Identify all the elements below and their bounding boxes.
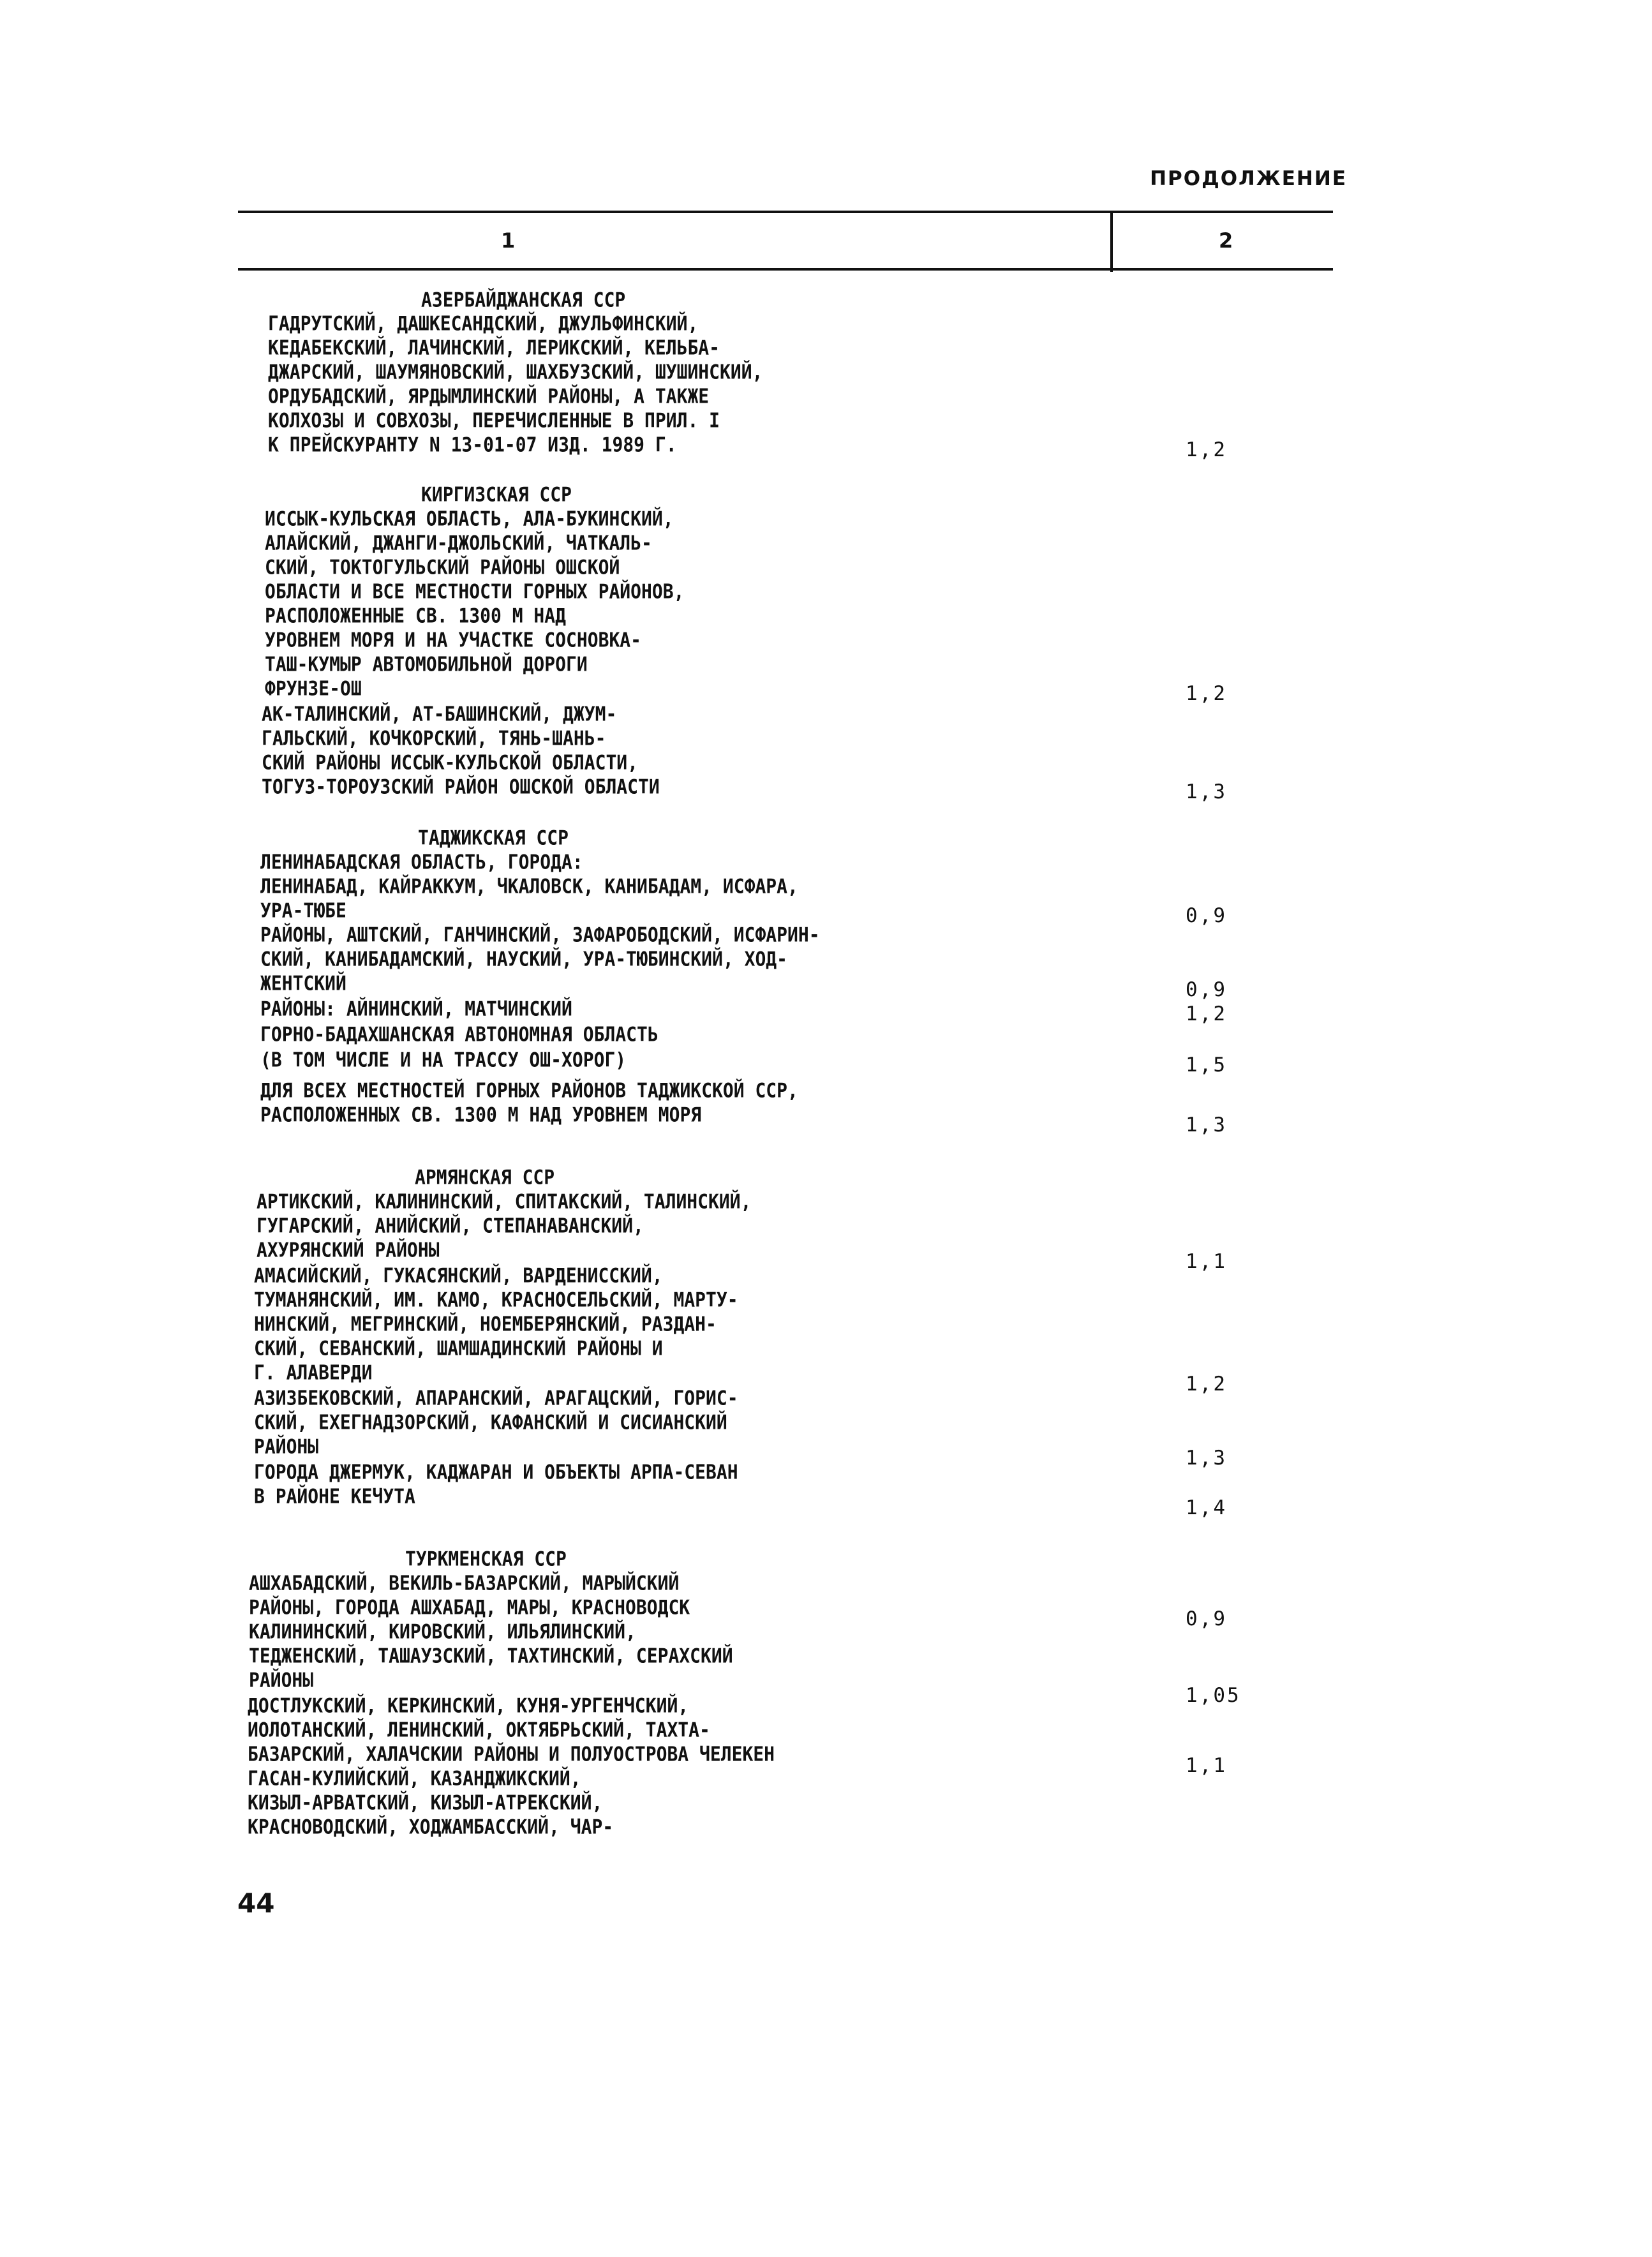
coefficient-value: 1,3 xyxy=(1186,780,1227,803)
body-line: ФРУНЗЕ-ОШ xyxy=(265,676,362,700)
body-line: КИЗЫЛ-АРВАТСКИЙ, КИЗЫЛ-АТРЕКСКИЙ, xyxy=(248,1791,603,1814)
coefficient-value: 1,1 xyxy=(1186,1250,1227,1273)
body-line: ТЕДЖЕНСКИЙ, ТАШАУЗСКИЙ, ТАХТИНСКИЙ, СЕРАХСКИЙ xyxy=(249,1644,733,1667)
body-line: ГАСАН-КУЛИЙСКИЙ, КАЗАНДЖИКСКИЙ, xyxy=(248,1766,581,1790)
body-line: СКИЙ, КАНИБАДАМСКИЙ, НАУСКИЙ, УРА-ТЮБИНСКИЙ, ХОД- xyxy=(260,947,788,971)
body-line: ОРДУБАДСКИЙ, ЯРДЫМЛИНСКИЙ РАЙОНЫ, А ТАКЖЕ xyxy=(268,384,710,408)
body-line: УРОВНЕМ МОРЯ И НА УЧАСТКЕ СОСНОВКА- xyxy=(265,628,642,652)
section-title-armenian: АРМЯНСКАЯ ССР xyxy=(415,1165,555,1189)
body-line: БАЗАРСКИЙ, ХАЛАЧСКИИ РАЙОНЫ И ПОЛУОСТРОВА ЧЕЛЕКЕН xyxy=(248,1742,775,1766)
body-line: ГОРОДА ДЖЕРМУК, КАДЖАРАН И ОБЪЕКТЫ АРПА-СЕВАН xyxy=(254,1460,738,1484)
body-line: РАЙОНЫ xyxy=(249,1668,314,1692)
body-line: АЗИЗБЕКОВСКИЙ, АПАРАНСКИЙ, АРАГАЦСКИЙ, ГОРИС- xyxy=(254,1386,738,1410)
body-line: РАЙОНЫ xyxy=(254,1434,319,1458)
body-line: РАЙОНЫ, АШТСКИЙ, ГАНЧИНСКИЙ, ЗАФАРОБОДСКИЙ, ИСФАРИН- xyxy=(260,923,820,946)
header-bottom-rule xyxy=(238,268,1333,271)
body-line: ИССЫК-КУЛЬСКАЯ ОБЛАСТЬ, АЛА-БУКИНСКИЙ, xyxy=(265,507,674,530)
body-line: КОЛХОЗЫ И СОВХОЗЫ, ПЕРЕЧИСЛЕННЫЕ В ПРИЛ. I xyxy=(268,408,720,432)
body-line: ЛЕНИНАБАДСКАЯ ОБЛАСТЬ, ГОРОДА: xyxy=(260,850,583,874)
body-line: КЕДАБЕКСКИЙ, ЛАЧИНСКИЙ, ЛЕРИКСКИЙ, КЕЛЬБА- xyxy=(268,336,720,359)
body-line: ДЖАРСКИЙ, ШАУМЯНОВСКИЙ, ШАХБУЗСКИЙ, ШУШИНСКИЙ, xyxy=(268,360,763,384)
column-divider xyxy=(1110,211,1113,272)
body-line: АШХАБАДСКИЙ, ВЕКИЛЬ-БАЗАРСКИЙ, МАРЫЙСКИЙ xyxy=(249,1571,680,1595)
coefficient-value: 1,2 xyxy=(1186,438,1227,461)
coefficient-value: 1,05 xyxy=(1186,1684,1241,1707)
body-line: ДОСТЛУКСКИЙ, КЕРКИНСКИЙ, КУНЯ-УРГЕНЧСКИЙ, xyxy=(248,1694,689,1717)
section-title-kirgiz: КИРГИЗСКАЯ ССР xyxy=(421,482,572,506)
body-line: КРАСНОВОДСКИЙ, ХОДЖАМБАССКИЙ, ЧАР- xyxy=(248,1815,614,1838)
coefficient-value: 1,2 xyxy=(1186,1373,1227,1396)
body-line: ЛЕНИНАБАД, КАЙРАККУМ, ЧКАЛОВСК, КАНИБАДАМ, ИСФАРА, xyxy=(260,874,798,898)
body-line: СКИЙ, ТОКТОГУЛЬСКИЙ РАЙОНЫ ОШСКОЙ xyxy=(265,555,620,579)
coefficient-value: 1,5 xyxy=(1186,1054,1227,1076)
body-line: ГАЛЬСКИЙ, КОЧКОРСКИЙ, ТЯНЬ-ШАНЬ- xyxy=(262,726,606,750)
body-line: РАСПОЛОЖЕННЫЕ СВ. 1300 М НАД xyxy=(265,604,567,627)
body-line: АХУРЯНСКИЙ РАЙОНЫ xyxy=(257,1238,440,1262)
body-line: ГОРНО-БАДАХШАНСКАЯ АВТОНОМНАЯ ОБЛАСТЬ xyxy=(260,1022,659,1046)
coefficient-value: 0,9 xyxy=(1186,978,1227,1001)
body-line: Г. АЛАВЕРДИ xyxy=(254,1360,373,1384)
body-line: К ПРЕЙСКУРАНТУ N 13-01-07 ИЗД. 1989 Г. xyxy=(268,433,677,456)
body-line: ТОГУЗ-ТОРОУЗСКИЙ РАЙОН ОШСКОЙ ОБЛАСТИ xyxy=(262,775,660,798)
coefficient-value: 1,1 xyxy=(1186,1754,1227,1777)
section-title-turkmen: ТУРКМЕНСКАЯ ССР xyxy=(405,1547,567,1570)
coefficient-value: 1,4 xyxy=(1186,1496,1227,1519)
section-title-tajik: ТАДЖИКСКАЯ ССР xyxy=(418,826,569,849)
body-line: ГУГАРСКИЙ, АНИЙСКИЙ, СТЕПАНАВАНСКИЙ, xyxy=(257,1214,644,1237)
body-line: НИНСКИЙ, МЕГРИНСКИЙ, НОЕМБЕРЯНСКИЙ, РАЗДАН- xyxy=(254,1312,717,1336)
body-line: РАЙОНЫ: АЙНИНСКИЙ, МАТЧИНСКИЙ xyxy=(260,997,572,1020)
body-line: ГАДРУТСКИЙ, ДАШКЕСАНДСКИЙ, ДЖУЛЬФИНСКИЙ, xyxy=(268,311,699,335)
body-line: ИОЛОТАНСКИЙ, ЛЕНИНСКИЙ, ОКТЯБРЬСКИЙ, ТАХТА- xyxy=(248,1718,710,1741)
body-line: ТАШ-КУМЫР АВТОМОБИЛЬНОЙ ДОРОГИ xyxy=(265,652,588,676)
body-line: (В ТОМ ЧИСЛЕ И НА ТРАССУ ОШ-ХОРОГ) xyxy=(260,1048,627,1071)
table-top-rule xyxy=(238,211,1333,213)
coefficient-value: 0,9 xyxy=(1186,1607,1227,1630)
body-line: УРА-ТЮБЕ xyxy=(260,898,346,922)
coefficient-value: 1,3 xyxy=(1186,1114,1227,1136)
body-line: АРТИКСКИЙ, КАЛИНИНСКИЙ, СПИТАКСКИЙ, ТАЛИНСКИЙ, xyxy=(257,1189,752,1213)
body-line: РАЙОНЫ, ГОРОДА АШХАБАД, МАРЫ, КРАСНОВОДСК xyxy=(249,1595,690,1619)
body-line: КАЛИНИНСКИЙ, КИРОВСКИЙ, ИЛЬЯЛИНСКИЙ, xyxy=(249,1620,636,1643)
body-line: ОБЛАСТИ И ВСЕ МЕСТНОСТИ ГОРНЫХ РАЙОНОВ, xyxy=(265,579,685,603)
column-1-header: 1 xyxy=(501,228,516,253)
continuation-label: ПРОДОЛЖЕНИЕ xyxy=(1150,167,1347,190)
body-line: ДЛЯ ВСЕХ МЕСТНОСТЕЙ ГОРНЫХ РАЙОНОВ ТАДЖИКСКОЙ ССР, xyxy=(260,1078,798,1102)
coefficient-value: 1,2 xyxy=(1186,682,1227,705)
coefficient-value: 0,9 xyxy=(1186,904,1227,927)
page-number: 44 xyxy=(237,1888,275,1919)
body-line: РАСПОЛОЖЕННЫХ СВ. 1300 М НАД УРОВНЕМ МОРЯ xyxy=(260,1103,702,1126)
body-line: ТУМАНЯНСКИЙ, ИМ. КАМО, КРАСНОСЕЛЬСКИЙ, МАРТУ- xyxy=(254,1288,738,1311)
body-line: СКИЙ, ЕХЕГНАДЗОРСКИЙ, КАФАНСКИЙ И СИСИАНСКИЙ xyxy=(254,1410,727,1434)
body-line: АК-ТАЛИНСКИЙ, АТ-БАШИНСКИЙ, ДЖУМ- xyxy=(262,702,617,726)
coefficient-value: 1,3 xyxy=(1186,1447,1227,1470)
body-line: ЖЕНТСКИЙ xyxy=(260,971,346,995)
body-line: В РАЙОНЕ КЕЧУТА xyxy=(254,1484,415,1508)
body-line: АМАСИЙСКИЙ, ГУКАСЯНСКИЙ, ВАРДЕНИССКИЙ, xyxy=(254,1263,663,1287)
body-line: АЛАЙСКИЙ, ДЖАНГИ-ДЖОЛЬСКИЙ, ЧАТКАЛЬ- xyxy=(265,531,652,555)
body-line: СКИЙ, СЕВАНСКИЙ, ШАМШАДИНСКИЙ РАЙОНЫ И xyxy=(254,1336,663,1360)
body-line: СКИЙ РАЙОНЫ ИССЫК-КУЛЬСКОЙ ОБЛАСТИ, xyxy=(262,750,639,774)
column-2-header: 2 xyxy=(1219,228,1233,253)
section-title-azerbaijan: АЗЕРБАЙДЖАНСКАЯ ССР xyxy=(421,288,626,311)
coefficient-value: 1,2 xyxy=(1186,1002,1227,1025)
